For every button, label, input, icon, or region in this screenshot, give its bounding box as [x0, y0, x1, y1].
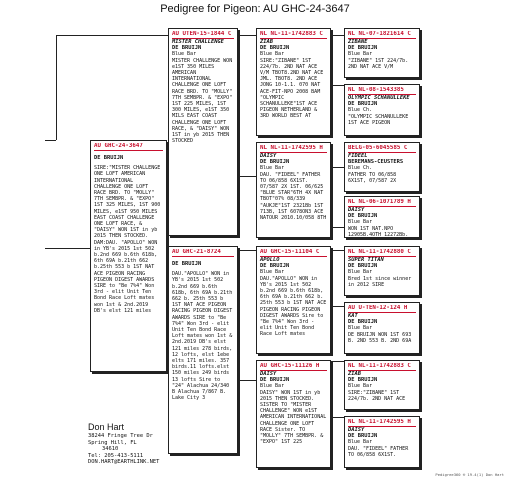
dam-dam-card[interactable] [256, 360, 331, 468]
page-title: Pedigree for Pigeon: AU GHC-24-3647 [160, 3, 350, 15]
connector [45, 140, 56, 141]
connector [237, 250, 256, 251]
band-number: NL NL-11-1742595 H [260, 145, 327, 153]
pigeon-color: Blue Bar [260, 383, 285, 390]
band-number: NL NL-11-1742883 C [260, 31, 327, 39]
connector [330, 167, 344, 168]
band-number: AU GHC-21-8724 [172, 249, 234, 257]
pigeon-label: FIDEEL [348, 153, 368, 159]
breeder-name: DE BRUIJN [348, 319, 378, 326]
pigeon-color: Blue Bar [348, 269, 373, 276]
pigeon-notes: DE BRUIJN WON 1ST 693 B. 2ND 553 B. 2ND 69A [348, 331, 412, 344]
breeder-name: DE BRUIJN [260, 45, 290, 52]
connector [56, 35, 57, 140]
pigeon-color: Blue Bar [260, 165, 285, 172]
pigeon-notes: DAU."APOLLO" WON in YB's 2015 1st 502 b.2nd 669 b.6th 618b, 6th 69A b.21th 662 b. 25th 553 b 1ST NAT ACE PIGEON RACING PIGEON DIGEST AWARDS SIRE to "Be 7%4" Won 3rd - elit Unit Ten Bond Race Loft mates won 1st & 2nd.2019 DB's elst 121 miles 278 birds, 12 lofts, elst 1ebe elts 171 miles. 357 birds.11 lofts.elst 150 miles 249 birds 13 lofts Sire to "24" Alachua 24/340 B Alachua 7/867 B. Lake City 3 [172, 271, 233, 402]
subject-pigeon-card[interactable] [90, 140, 167, 372]
band-number: NL NL-11-1742883 C [348, 363, 416, 371]
sire-sire-card[interactable] [256, 28, 331, 136]
pigeon-notes: SIRE:"ZIBANE" 1ST 224/7b. 2ND NAT ACE [348, 389, 406, 402]
pigeon-label: DAISY [348, 427, 365, 433]
dam-card[interactable] [168, 246, 238, 454]
breeder-phone: Tel: 205-413-5111 [88, 452, 144, 459]
pigeon-label: ZIAB [260, 39, 273, 45]
sire-dam-card[interactable] [256, 142, 331, 238]
pigeon-color: Blue Bar [348, 219, 373, 226]
pigeon-label: OLYMPIC SCHANULLEKE [348, 95, 410, 101]
pigeon-color: Blue Bar [260, 269, 285, 276]
band-number: BELG-05-6045585 C [348, 145, 416, 153]
pigeon-notes: DAU."APOLLO" WON in YB's 2015 1st 502 b.2nd 669 b.6th 618b, 6th 69A b.21th 662 b. 25th 553 b 1ST NAT ACE PIGEON RACING PIGEON DIGEST AWARDS Sire to "Be 7%4" Won 3rd - elit Unit Ten Bond Race Loft mates [260, 275, 327, 338]
connector [330, 306, 344, 307]
connector [330, 250, 344, 251]
pigeon-label: SUPER TITAN [348, 257, 384, 263]
great-grandparent-card[interactable] [344, 84, 420, 136]
band-number: NL NL-11-1742880 C [348, 249, 416, 257]
pigeon-color: Blue Bar [348, 325, 373, 332]
great-grandparent-card[interactable] [344, 416, 420, 468]
band-number: AU U-TEN-12-124 H [348, 305, 416, 313]
great-grandparent-card[interactable] [344, 28, 420, 78]
dam-sire-card[interactable] [256, 246, 331, 354]
pigeon-notes: DAU. "FIDEEL" FATHER TO 06/858 6X1ST. 07/587 2X 1ST. 06/625 "BLUE STAR"6TH 4X NAT TBOT"07% 08/339 "AUKJE"1ST 2321Bb 1ST 713B, 1ST 6078ON3 ACE NATOUR 2010.10/058 8TH [260, 171, 327, 222]
pigeon-notes: DAISY" WON 1ST in yb 2015 THEN STOCKED. SISTER TO "MISTER CHALLENGE" WON e1ST AMERICAN INTERNATIONAL CHALLENGE ONE LOFT RACE Sister. TO "MOLLY" 7TH SEMBPR. & "EXPO" 1ST 225 [260, 389, 327, 446]
breeder-name: DE BRUIJN [172, 261, 202, 267]
pigeon-color: Blue Bar [260, 51, 285, 58]
pigeon-label: KAT [348, 313, 358, 319]
connector [330, 85, 344, 86]
breeder-address-line: Spring Hill, FL [88, 439, 137, 446]
pigeon-label: ZIAB [348, 371, 361, 377]
connector [56, 35, 168, 36]
band-number: AU GHC-15-11104 C [260, 249, 327, 257]
breeder-name: DE BRUIJN [348, 101, 378, 108]
pigeon-color: Blue Bar [348, 51, 373, 58]
pigeon-notes: SIRE:"ZIBANE" 1ST 224/7b. 2ND NAT ACE V/M TBOT8.2ND NAT ACE JML. TBOT8. 2ND ACE JONG 10-1.1. 070 NAT ACE-FIT-NPO 2008 BAM "OLYMPIC SCHANULLEKE"1ST ACE PIGEON NETHERLAND & 3RD WORLD BEST AT [260, 57, 324, 120]
breeder-name: DE BRUIJN [348, 377, 378, 384]
pigeon-notes: DAU. "FIDEEL" FATHER TO 06/858 6X1ST. [348, 445, 409, 458]
band-number: AU GHC-24-3647 [94, 143, 163, 151]
connector [330, 361, 344, 362]
breeder-name: DE BRUIJN [94, 155, 124, 161]
pigeon-notes: "ZIBANE" 1ST 224/7b. 2ND NAT ACE V/M [348, 57, 409, 70]
breeder-name: DE BRUIJN [172, 45, 202, 52]
footer-credit: Pedigree360 ® 19.4(1) Don Hart [435, 472, 504, 477]
pigeon-color: Blue Bar [348, 439, 373, 446]
pigeon-label: DAISY [260, 371, 277, 377]
band-number: NL NL-06-1071789 H [348, 199, 416, 207]
pigeon-notes: SIRE:"MISTER CHALLENGE ONE LOFT AMERICAN INTERNATIONAL CHALLENGE ONE LOFT RACE BRD. TO "MOLLY" 7TH SEMBPR. & "EXPO" 1ST 325 MILES, 1ST 900 MILES, e1ST 950 MILES EAST COAST CHALLENGE ONE LOFT RACE, & "DAISY" WON 1ST in yb 2015 THEN STOCKED. DAM:DAU. "APOLLO" WON in YB's 2015 1st 502 b.2nd 669 b.6th 618b, 6th 69A b.21th 662 b.25th 553 b 1ST NAT ACE PIGEON RACING PIGEON DIGEST AWARDS SIRE to "Be 7%4" Won 3rd - elit Unit Ten Bond Race Loft mates won 1st & 2nd.2019 DB's elst 121 miles [94, 165, 161, 314]
breeder-name: DE BRUIJN [348, 45, 378, 52]
connector [237, 380, 256, 381]
band-number: AU GHC-15-11126 H [260, 363, 327, 371]
great-grandparent-card[interactable] [344, 246, 420, 296]
pigeon-label: ZIBANE [348, 39, 368, 45]
breeder-name: DE BRUIJN [260, 159, 290, 166]
pigeon-color: Blue Bar [172, 51, 197, 58]
breeder-name: DE BRUIJN [348, 213, 378, 220]
pigeon-label: APOLLO [260, 257, 280, 263]
connector [237, 176, 256, 177]
breeder-name: DE BRUIJN [348, 263, 378, 270]
breeder-address-line: 38244 Fringe Tree Dr [88, 433, 153, 439]
pigeon-notes: Bred 1st since winner in 2012 SIRE [348, 275, 412, 288]
sire-card[interactable] [168, 28, 238, 236]
great-grandparent-card[interactable] [344, 196, 420, 238]
great-grandparent-card[interactable] [344, 142, 420, 192]
connector [330, 35, 344, 36]
band-number: AU UTEN-15-1844 C [172, 31, 234, 39]
band-number: NL NL-07-1821614 C [348, 31, 416, 39]
breeder-name: DE BRUIJN [260, 377, 290, 384]
breeder-name: DE BRUIJN [260, 263, 290, 270]
breeder-contact-name: Don Hart [88, 422, 125, 432]
breeder-name: DE BRUIJN [348, 433, 378, 440]
connector [330, 227, 344, 228]
band-number: NL NL-08-1543385 [348, 87, 416, 95]
breeder-info [88, 422, 159, 466]
pigeon-color: Blue Ch. [348, 165, 373, 172]
great-grandparent-card[interactable] [344, 360, 420, 410]
breeder-zip: 34610 [102, 446, 119, 453]
connector [330, 417, 344, 418]
breeder-email[interactable]: DON.HART@EARTHLINK.NET [88, 459, 160, 466]
pigeon-label: MISTER CHALLENGE [172, 39, 224, 45]
pigeon-notes: "OLYMPIC SCHANULLEKE 1ST ACE PIGEON [348, 113, 409, 126]
pigeon-color: Blue Ch. [348, 107, 373, 114]
pigeon-color: Blue Bar [348, 383, 373, 390]
band-number: NL NL-11-1742595 H [348, 419, 416, 427]
connector [237, 35, 256, 36]
pigeon-notes: MISTER CHALLENGE WON e1ST 350 MILES AMERICAN INTERNATIONAL CHALLENGE ONE LOFT RACE BRD. TO "MOLLY" 7TH SEMBPR. & "EXPO" 1ST 225 MILES, 1ST 300 MILES, e1ST 350 MILS EAST COAST CHALLENGE ONE LOFT RACE, & "DAISY" WON 1ST in yb 2015 THEN STOCKED [172, 57, 233, 145]
pigeon-label: DAISY [260, 153, 277, 159]
breeder-name: BEREMANS-CEUSTERS [348, 159, 404, 166]
pigeon-notes: FATHER TO 06/858 6X1ST, 07/587 2X [348, 171, 397, 184]
pigeon-notes: WON 1ST NAT.NPO 12905B.4OTH 12272Bb. [348, 225, 409, 238]
pigeon-label: DAISY [348, 207, 365, 213]
great-grandparent-card[interactable] [344, 302, 420, 354]
